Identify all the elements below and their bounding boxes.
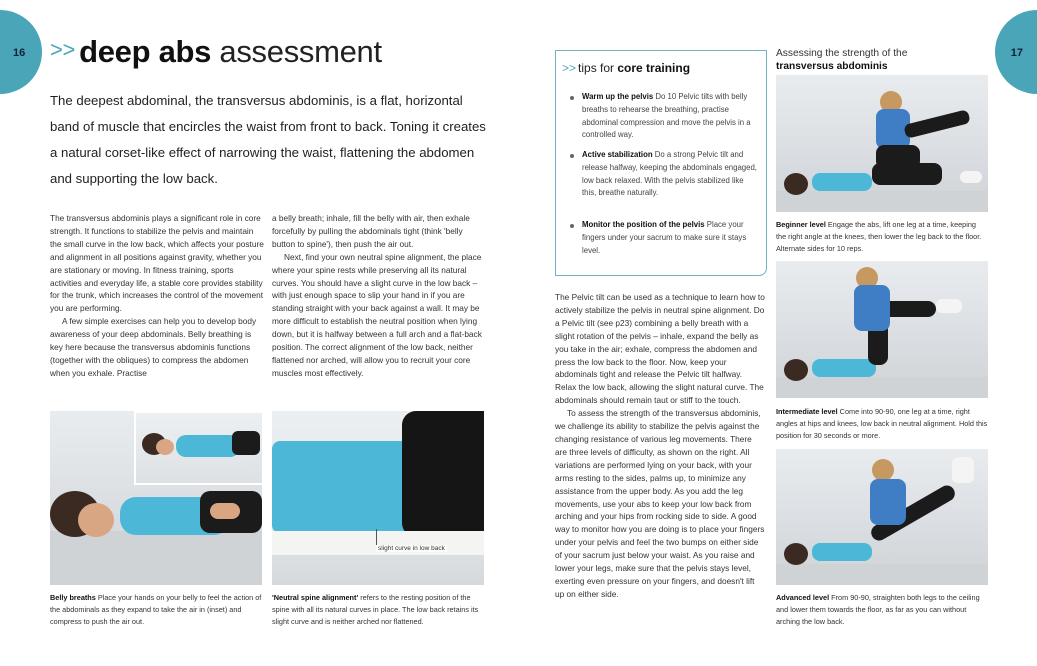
chevron-icon: >> bbox=[50, 37, 76, 62]
assessment-heading: Assessing the strength of the transversus abdominis bbox=[776, 48, 908, 72]
caption-bold: 'Neutral spine alignment' bbox=[272, 593, 359, 602]
intermediate-level-photo bbox=[776, 261, 988, 398]
belly-breath-inset bbox=[134, 411, 262, 485]
bullet-icon bbox=[570, 154, 574, 158]
body-paragraph: The Pelvic tilt can be used as a technique to learn how to actively stabilize the pelvis in neutral spine alignment. Do a Pelvic tilt (see p23) combining a belly breath with a slight rotation of the pelvis – inhale, expand the belly as you take in the air; exhale, compress the abdomen and press the low back to the floor. Now, keep your abdominals tight and release the Pelvic tilt halfway. Relax the low back, allowing the slight natural curve. The abdominals should remain taut or stiff to the touch. bbox=[555, 292, 765, 406]
bullet-icon bbox=[570, 96, 574, 100]
title-bold: deep abs bbox=[79, 34, 212, 69]
body-column-1 bbox=[50, 212, 264, 380]
tip-item: Warm up the pelvis Do 10 Pelvic tilts with belly breaths to rehearse the breathing, practise abdominal compression and move the pelvis in a controlled way. bbox=[582, 91, 758, 142]
intermediate-level-caption: Intermediate level Come into 90-90, one leg at a time, right angles at hips and knees, low back in neutral alignment. Hold this position for 30 seconds or more. bbox=[776, 407, 988, 441]
caption-text: Place your hands on your belly to feel the action of the abdominals as they expand to take the air in (inset) and compress to push the air out. bbox=[50, 593, 262, 627]
advanced-level-caption: Advanced level From 90-90, straighten both legs to the ceiling and lower them towards the floor, as far as you can without arching the low back. bbox=[776, 593, 980, 627]
beginner-level-caption: Beginner level Engage the abs, lift one leg at a time, keeping the right angle at the knees, then lower the leg back to the floor. Alternate sides for 10 reps. bbox=[776, 220, 982, 254]
neutral-spine-photo bbox=[272, 411, 484, 585]
back-annotation: slight curve in low back bbox=[378, 545, 445, 552]
neutral-spine-caption bbox=[272, 592, 486, 629]
page-title bbox=[50, 34, 382, 70]
page-number-right: 17 bbox=[1010, 47, 1023, 59]
body-paragraph: A few simple exercises can help you to develop body awareness of your deep abdominals. Belly breathing is key here because the transversus abdominis functions (together with the obliques) to compress the abdomen when you exhale. Practise bbox=[50, 316, 257, 378]
tips-box bbox=[555, 50, 767, 276]
belly-breath-caption bbox=[50, 592, 264, 629]
caption-bold: Belly breaths bbox=[50, 593, 96, 602]
title-light: assessment bbox=[211, 34, 382, 69]
annotation-leader-line bbox=[376, 529, 377, 545]
body-paragraph: To assess the strength of the transversus abdominis, we challenge its ability to stabilize the pelvis against the changing resistance of various leg movements. There are three levels of difficulty, as shown on the right. All variations are performed lying on your back, with your arms resting to the sides, palms up, to minimize any assistance from the upper body. As you add the leg movements, use your abs to keep your low back from arching and your hips from rocking side to side. A good way to monitor how you are doing is to place your fingers under your pelvis and feel the two bumps on either side of your sacrum just below your waist. As you raise and lower your legs, make sure that the pelvis stays level, exerting even pressure on your fingers, and doesn't lift up on either side. bbox=[555, 408, 765, 599]
caption-text: refers to the resting position of the spine with all its natural curves in place. The low back retains its slight curve and is neither arched nor flattened. bbox=[272, 593, 479, 627]
belly-breath-photo bbox=[50, 411, 262, 585]
body-paragraph: a belly breath; inhale, fill the belly with air, then exhale forcefully by pulling the abdominals tight (think 'belly button to spine'), then push the air out. bbox=[272, 213, 470, 249]
advanced-level-photo bbox=[776, 449, 988, 585]
body-column-3 bbox=[555, 291, 765, 601]
bullet-icon bbox=[570, 224, 574, 228]
body-paragraph: Next, find your own neutral spine alignment, the place where your spine rests while preserving all its natural curves. You should have a slight curve in the low back – with just enough space to slip your hand in if you are standing straight with your back against a wall. It may be more difficult to establish the neutral position when lying down, but it is halfway between a full arch and a flat-back position. The correct alignment of the low back, neither flattened nor arched, will allow you to recruit your core muscles most effectively. bbox=[272, 251, 482, 378]
page-number-left: 16 bbox=[13, 47, 26, 59]
body-column-2 bbox=[272, 212, 484, 380]
tip-item: Monitor the position of the pelvis Place your fingers under your sacrum to make sure it stays level. bbox=[582, 219, 758, 257]
chevron-icon: >> bbox=[562, 61, 577, 75]
beginner-level-photo bbox=[776, 75, 988, 212]
tips-title: >> tips for core training bbox=[562, 61, 691, 75]
tip-item: Active stabilization Do a strong Pelvic tilt and release halfway, keeping the abdominals engaged, low back relaxed. With the pelvis stabilized like this, breathe naturally. bbox=[582, 149, 758, 200]
intro-paragraph: The deepest abdominal, the transversus abdominis, is a flat, horizontal band of muscle that encircles the waist from front to back. Toning it creates a natural corset-like effect of narrowing the waist, flattening the abdomen and supporting the low back. bbox=[50, 93, 486, 186]
body-paragraph: The transversus abdominis plays a significant role in core strength. It functions to stabilize the pelvis and maintain the small curve in the low back, which affects your posture and alignment in all positions against gravity, whether you are stationary or moving. In fitness training, sports activities and everyday life, a stable core provides stability for the trunk, which increases the control of the movement you are performing. bbox=[50, 213, 264, 314]
